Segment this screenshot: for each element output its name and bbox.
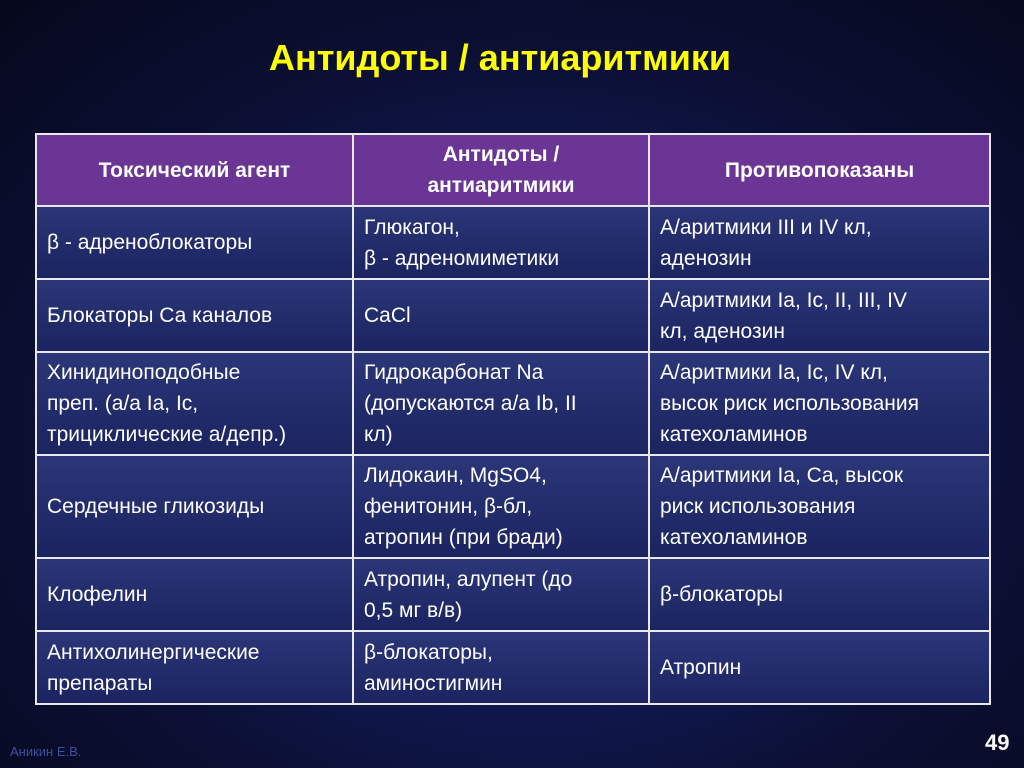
table-row: [36, 455, 990, 558]
table-row: [36, 558, 990, 631]
table-row: [36, 279, 990, 352]
cell-antidote: CaCl: [353, 279, 649, 352]
cell-toxic-agent: β - адреноблокаторы: [36, 206, 353, 279]
cell-toxic-agent: Сердечные гликозиды: [36, 455, 353, 558]
cell-antidote: β-блокаторы, аминостигмин: [353, 631, 649, 704]
page-number: 49: [985, 730, 1010, 755]
cell-antidote: Глюкагон, β - адреномиметики: [353, 206, 649, 279]
author-credit: Аникин Е.В.: [10, 744, 82, 759]
antidotes-table: [35, 133, 991, 705]
cell-antidote: Атропин, алупент (до 0,5 мг в/в): [353, 558, 649, 631]
cell-contraindication: β-блокаторы: [649, 558, 990, 631]
cell-contraindication: А/аритмики Ia, Ic, II, III, IV кл, аденозин: [649, 279, 990, 352]
cell-contraindication: Атропин: [649, 631, 990, 704]
cell-toxic-agent: Антихолинергические препараты: [36, 631, 353, 704]
cell-contraindication: А/аритмики Ia, Ic, IV кл, высок риск использования катехоламинов: [649, 352, 990, 455]
cell-antidote: Лидокаин, MgSO4, фенитонин, β-бл, атропин (при бради): [353, 455, 649, 558]
cell-toxic-agent: Блокаторы Са каналов: [36, 279, 353, 352]
table-header-row: [36, 134, 990, 206]
header-contraindicated: Противопоказаны: [649, 134, 990, 206]
table-row: [36, 352, 990, 455]
cell-antidote: Гидрокарбонат Na (допускаются а/а Ib, II кл): [353, 352, 649, 455]
header-toxic-agent: Токсический агент: [36, 134, 353, 206]
cell-contraindication: А/аритмики Ia, Ca, высок риск использования катехоламинов: [649, 455, 990, 558]
slide-title: Антидоты / антиаритмики: [268, 37, 732, 78]
cell-contraindication: А/аритмики III и IV кл, аденозин: [649, 206, 990, 279]
table-row: [36, 206, 990, 279]
cell-toxic-agent: Хинидиноподобные преп. (а/а Ia, Ic, трициклические а/депр.): [36, 352, 353, 455]
cell-toxic-agent: Клофелин: [36, 558, 353, 631]
table-row: [36, 631, 990, 704]
header-antidotes: Антидоты / антиаритмики: [353, 134, 649, 206]
